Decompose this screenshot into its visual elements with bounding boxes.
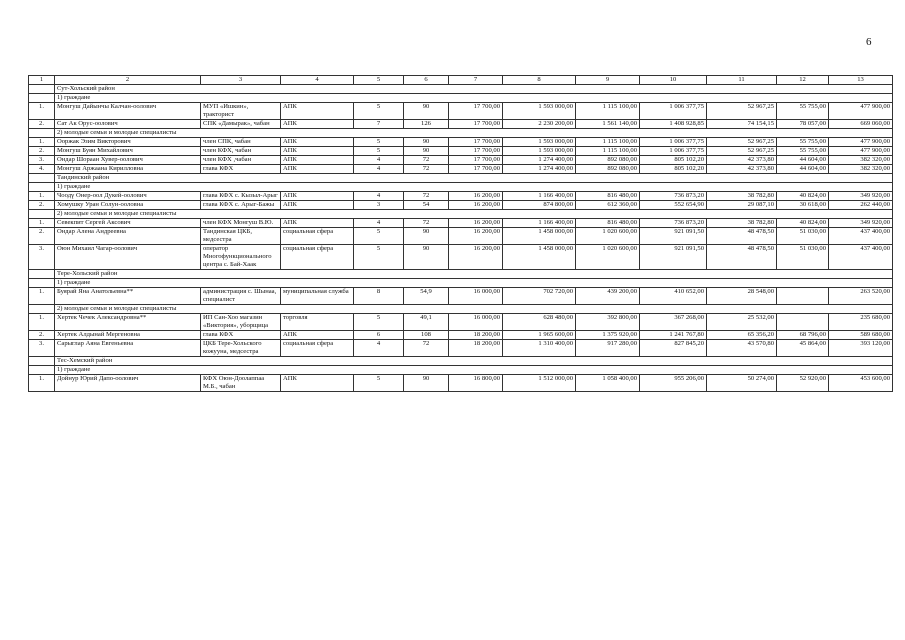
price-per-m2: 16 200,00 <box>449 201 503 210</box>
workplace: СПК «Дамырак», чабан <box>201 120 281 129</box>
subsidy-local: 25 532,00 <box>707 314 777 331</box>
table-row <box>29 288 893 305</box>
area: 90 <box>404 245 449 270</box>
table-row <box>29 340 893 357</box>
sector: торговля <box>281 314 354 331</box>
subsidy-local: 28 548,00 <box>707 288 777 305</box>
region-title: Тес-Хемский район <box>55 357 893 366</box>
family-size: 5 <box>354 245 404 270</box>
column-number: 13 <box>829 76 893 85</box>
full-name: Хертек Чечек Александровна** <box>55 314 201 331</box>
region-title-row <box>29 174 893 183</box>
region-title-row <box>29 270 893 279</box>
region-title: Сут-Хольский район <box>55 85 893 94</box>
full-name: Буярай Яна Анатольевна** <box>55 288 201 305</box>
subsidy-federal: 1 561 140,00 <box>576 120 640 129</box>
family-size: 4 <box>354 156 404 165</box>
workplace: Тандинская ЦКБ, медсестра <box>201 228 281 245</box>
table-row <box>29 120 893 129</box>
area: 72 <box>404 219 449 228</box>
full-name: Севекпит Сергей Аксович <box>55 219 201 228</box>
own-funds: 382 320,00 <box>829 156 893 165</box>
area: 90 <box>404 138 449 147</box>
table-row <box>29 192 893 201</box>
area: 72 <box>404 192 449 201</box>
subsidy-federal: 1 020 600,00 <box>576 245 640 270</box>
area: 72 <box>404 165 449 174</box>
row-number: 3. <box>29 156 55 165</box>
total-cost: 1 166 400,00 <box>503 192 576 201</box>
full-name: Хертек Алдынай Мергеновна <box>55 331 201 340</box>
subsidy-local: 50 274,00 <box>707 375 777 392</box>
column-number: 1 <box>29 76 55 85</box>
category-title: 1) граждане <box>55 366 893 375</box>
family-size: 6 <box>354 331 404 340</box>
family-size: 4 <box>354 219 404 228</box>
area: 90 <box>404 228 449 245</box>
price-per-m2: 17 700,00 <box>449 138 503 147</box>
total-cost: 1 512 000,00 <box>503 375 576 392</box>
own-funds: 349 920,00 <box>829 219 893 228</box>
area: 54,9 <box>404 288 449 305</box>
data-table <box>28 75 893 392</box>
price-per-m2: 17 700,00 <box>449 165 503 174</box>
subsidy-federal: 816 480,00 <box>576 219 640 228</box>
row-number: 2. <box>29 201 55 210</box>
table-row <box>29 156 893 165</box>
price-per-m2: 16 000,00 <box>449 288 503 305</box>
own-funds: 235 680,00 <box>829 314 893 331</box>
area: 49,1 <box>404 314 449 331</box>
row-number: 1. <box>29 138 55 147</box>
full-name: Сарыглар Аяна Евгеньевна <box>55 340 201 357</box>
table-row <box>29 201 893 210</box>
sector: АПК <box>281 120 354 129</box>
own-funds: 263 520,00 <box>829 288 893 305</box>
table-row <box>29 147 893 156</box>
own-funds-extra: 78 057,00 <box>777 120 829 129</box>
subsidy-local: 29 087,10 <box>707 201 777 210</box>
column-number: 5 <box>354 76 404 85</box>
subsidy-federal: 1 115 100,00 <box>576 138 640 147</box>
subsidy-regional: 1 006 377,75 <box>640 147 707 156</box>
workplace: оператор Многофункционального центра с. Бай-Хаак <box>201 245 281 270</box>
total-cost: 1 458 000,00 <box>503 245 576 270</box>
price-per-m2: 16 200,00 <box>449 245 503 270</box>
table-row <box>29 314 893 331</box>
row-number: 1. <box>29 314 55 331</box>
family-size: 4 <box>354 340 404 357</box>
family-size: 4 <box>354 192 404 201</box>
full-name: Монгуш Буян Михайлович <box>55 147 201 156</box>
sector: АПК <box>281 375 354 392</box>
own-funds: 669 060,00 <box>829 120 893 129</box>
full-name: Ондар Шораан Хувер-оолович <box>55 156 201 165</box>
own-funds-extra: 55 755,00 <box>777 147 829 156</box>
own-funds: 589 680,00 <box>829 331 893 340</box>
table-row <box>29 103 893 120</box>
price-per-m2: 17 700,00 <box>449 156 503 165</box>
workplace: глава КФХ с. Кызыл-Арыг <box>201 192 281 201</box>
subsidy-local: 48 478,50 <box>707 245 777 270</box>
table-row <box>29 228 893 245</box>
subsidy-federal: 1 020 600,00 <box>576 228 640 245</box>
total-cost: 1 310 400,00 <box>503 340 576 357</box>
own-funds: 477 900,00 <box>829 138 893 147</box>
sector: социальная сфера <box>281 245 354 270</box>
own-funds: 393 120,00 <box>829 340 893 357</box>
subsidy-regional: 410 652,00 <box>640 288 707 305</box>
workplace: член КФХ, чабан <box>201 147 281 156</box>
area: 72 <box>404 340 449 357</box>
subsidy-regional: 1 006 377,75 <box>640 138 707 147</box>
category-title: 1) граждане <box>55 183 893 192</box>
total-cost: 1 965 600,00 <box>503 331 576 340</box>
subsidy-federal: 1 058 400,00 <box>576 375 640 392</box>
price-per-m2: 18 200,00 <box>449 331 503 340</box>
subsidy-federal: 1 375 920,00 <box>576 331 640 340</box>
subsidy-federal: 892 080,00 <box>576 165 640 174</box>
subsidy-local: 38 782,80 <box>707 192 777 201</box>
subsidy-local: 52 967,25 <box>707 147 777 156</box>
subsidy-regional: 827 845,20 <box>640 340 707 357</box>
subsidy-federal: 1 115 100,00 <box>576 103 640 120</box>
category-title: 1) граждане <box>55 279 893 288</box>
price-per-m2: 16 200,00 <box>449 219 503 228</box>
row-number: 1. <box>29 192 55 201</box>
sector: АПК <box>281 201 354 210</box>
subsidy-regional: 1 241 767,80 <box>640 331 707 340</box>
price-per-m2: 17 700,00 <box>449 103 503 120</box>
own-funds-extra: 44 604,00 <box>777 156 829 165</box>
workplace: глава КФХ с. Арыг-Бажы <box>201 201 281 210</box>
category-title: 1) граждане <box>55 94 893 103</box>
column-number: 8 <box>503 76 576 85</box>
full-name: Монгуш Аржаана Кирилловна <box>55 165 201 174</box>
subsidy-local: 48 478,50 <box>707 228 777 245</box>
column-number: 10 <box>640 76 707 85</box>
subsidy-regional: 921 091,50 <box>640 245 707 270</box>
category-title: 2) молодые семьи и молодые специалисты <box>55 305 893 314</box>
table-row <box>29 245 893 270</box>
row-number: 2. <box>29 147 55 156</box>
subsidy-local: 42 373,80 <box>707 165 777 174</box>
subsidy-federal: 816 480,00 <box>576 192 640 201</box>
own-funds-extra: 51 030,00 <box>777 228 829 245</box>
own-funds-extra: 44 604,00 <box>777 165 829 174</box>
total-cost: 1 593 000,00 <box>503 103 576 120</box>
total-cost: 1 593 000,00 <box>503 138 576 147</box>
own-funds: 262 440,00 <box>829 201 893 210</box>
area: 90 <box>404 103 449 120</box>
area: 90 <box>404 375 449 392</box>
category-title-row <box>29 366 893 375</box>
own-funds-extra <box>777 314 829 331</box>
row-number: 3. <box>29 245 55 270</box>
workplace: член КФХ Монгуш В.Ю. <box>201 219 281 228</box>
row-number: 1. <box>29 103 55 120</box>
family-size: 5 <box>354 314 404 331</box>
subsidy-federal: 439 200,00 <box>576 288 640 305</box>
subsidy-federal: 917 280,00 <box>576 340 640 357</box>
price-per-m2: 18 200,00 <box>449 340 503 357</box>
column-number: 12 <box>777 76 829 85</box>
full-name: Оюн Михаил Чагар-оолович <box>55 245 201 270</box>
total-cost: 1 274 400,00 <box>503 165 576 174</box>
full-name: Чоодү Онер-оол Дукей-оолович <box>55 192 201 201</box>
workplace: член КФХ ,чабан <box>201 156 281 165</box>
workplace: член СПК, чабан <box>201 138 281 147</box>
workplace: ИП Сан-Хоо магазин «Виктория», уборщица <box>201 314 281 331</box>
subsidy-local: 52 967,25 <box>707 138 777 147</box>
area: 72 <box>404 156 449 165</box>
own-funds-extra: 40 824,00 <box>777 192 829 201</box>
region-title: Тандинский район <box>55 174 893 183</box>
row-number: 1. <box>29 375 55 392</box>
price-per-m2: 16 200,00 <box>449 228 503 245</box>
sector: социальная сфера <box>281 340 354 357</box>
column-number: 3 <box>201 76 281 85</box>
table-row <box>29 138 893 147</box>
sector: АПК <box>281 147 354 156</box>
category-title: 2) молодые семьи и молодые специалисты <box>55 129 893 138</box>
table-row <box>29 331 893 340</box>
subsidy-local: 65 356,20 <box>707 331 777 340</box>
row-number: 1. <box>29 288 55 305</box>
subsidy-regional: 805 102,20 <box>640 165 707 174</box>
own-funds: 477 900,00 <box>829 103 893 120</box>
workplace: КФХ Оюн-Доолаппаа М.Б., чабан <box>201 375 281 392</box>
table-row <box>29 219 893 228</box>
sector: АПК <box>281 103 354 120</box>
column-number: 11 <box>707 76 777 85</box>
own-funds-extra: 45 864,00 <box>777 340 829 357</box>
area: 90 <box>404 147 449 156</box>
region-title-row <box>29 85 893 94</box>
subsidy-regional: 736 873,20 <box>640 219 707 228</box>
own-funds-extra: 30 618,00 <box>777 201 829 210</box>
full-name: Дойнур Юрий Дапо-оолович <box>55 375 201 392</box>
total-cost: 1 274 400,00 <box>503 156 576 165</box>
family-size: 5 <box>354 147 404 156</box>
sector: АПК <box>281 331 354 340</box>
column-number: 2 <box>55 76 201 85</box>
total-cost: 874 800,00 <box>503 201 576 210</box>
region-title-row <box>29 357 893 366</box>
total-cost: 628 480,00 <box>503 314 576 331</box>
full-name: Ооржак Эзим Викторович <box>55 138 201 147</box>
own-funds-extra: 40 824,00 <box>777 219 829 228</box>
category-title-row <box>29 94 893 103</box>
subsidy-federal: 392 800,00 <box>576 314 640 331</box>
sector: АПК <box>281 156 354 165</box>
column-number: 7 <box>449 76 503 85</box>
sector: АПК <box>281 219 354 228</box>
row-number: 2. <box>29 331 55 340</box>
workplace: глава КФХ <box>201 331 281 340</box>
category-title-row <box>29 305 893 314</box>
own-funds-extra: 55 755,00 <box>777 138 829 147</box>
own-funds: 453 600,00 <box>829 375 893 392</box>
subsidy-local: 38 782,80 <box>707 219 777 228</box>
own-funds-extra: 55 755,00 <box>777 103 829 120</box>
own-funds: 437 400,00 <box>829 228 893 245</box>
region-title: Тере-Хольский район <box>55 270 893 279</box>
subsidy-regional: 736 873,20 <box>640 192 707 201</box>
family-size: 7 <box>354 120 404 129</box>
column-number: 9 <box>576 76 640 85</box>
total-cost: 702 720,00 <box>503 288 576 305</box>
total-cost: 1 458 000,00 <box>503 228 576 245</box>
column-number: 6 <box>404 76 449 85</box>
category-title-row <box>29 279 893 288</box>
own-funds-extra <box>777 288 829 305</box>
full-name: Ондар Алена Андреевна <box>55 228 201 245</box>
price-per-m2: 17 700,00 <box>449 120 503 129</box>
own-funds: 382 320,00 <box>829 165 893 174</box>
table-row <box>29 375 893 392</box>
subsidy-regional: 1 006 377,75 <box>640 103 707 120</box>
sector: социальная сфера <box>281 228 354 245</box>
subsidy-regional: 367 268,00 <box>640 314 707 331</box>
price-per-m2: 17 700,00 <box>449 147 503 156</box>
workplace: администрация с. Шынаа, специалист <box>201 288 281 305</box>
workplace: МУП «Ишкин», тракторист <box>201 103 281 120</box>
own-funds-extra: 51 030,00 <box>777 245 829 270</box>
category-title: 2) молодые семьи и молодые специалисты <box>55 210 893 219</box>
family-size: 5 <box>354 103 404 120</box>
family-size: 5 <box>354 228 404 245</box>
family-size: 4 <box>354 165 404 174</box>
row-number: 1. <box>29 219 55 228</box>
price-per-m2: 16 000,00 <box>449 314 503 331</box>
workplace: глава КФХ <box>201 165 281 174</box>
own-funds: 349 920,00 <box>829 192 893 201</box>
subsidy-regional: 805 102,20 <box>640 156 707 165</box>
own-funds: 477 900,00 <box>829 147 893 156</box>
subsidy-local: 74 154,15 <box>707 120 777 129</box>
family-size: 5 <box>354 138 404 147</box>
full-name: Монгуш Дайынчы Калчан-оолович <box>55 103 201 120</box>
sector: АПК <box>281 138 354 147</box>
own-funds: 437 400,00 <box>829 245 893 270</box>
page-number: 6 <box>866 36 872 48</box>
workplace: ЦКБ Тере-Хольского кожууна, медсестра <box>201 340 281 357</box>
subsidy-federal: 892 080,00 <box>576 156 640 165</box>
area: 108 <box>404 331 449 340</box>
family-size: 5 <box>354 375 404 392</box>
price-per-m2: 16 800,00 <box>449 375 503 392</box>
column-number: 4 <box>281 76 354 85</box>
category-title-row <box>29 129 893 138</box>
column-number-row <box>29 76 893 85</box>
row-number: 4. <box>29 165 55 174</box>
area: 126 <box>404 120 449 129</box>
family-size: 3 <box>354 201 404 210</box>
sector: АПК <box>281 165 354 174</box>
subsidy-regional: 552 654,90 <box>640 201 707 210</box>
full-name: Хомушку Уран Солун-ооловна <box>55 201 201 210</box>
subsidy-federal: 612 360,00 <box>576 201 640 210</box>
subsidy-regional: 921 091,50 <box>640 228 707 245</box>
table-row <box>29 165 893 174</box>
own-funds-extra: 52 920,00 <box>777 375 829 392</box>
family-size: 8 <box>354 288 404 305</box>
price-per-m2: 16 200,00 <box>449 192 503 201</box>
total-cost: 1 166 400,00 <box>503 219 576 228</box>
total-cost: 2 230 200,00 <box>503 120 576 129</box>
sector: АПК <box>281 192 354 201</box>
subsidy-federal: 1 115 100,00 <box>576 147 640 156</box>
area: 54 <box>404 201 449 210</box>
sector: муниципальная служба <box>281 288 354 305</box>
subsidy-local: 43 570,80 <box>707 340 777 357</box>
row-number: 3. <box>29 340 55 357</box>
full-name: Сат Ак Орус-оолович <box>55 120 201 129</box>
total-cost: 1 593 000,00 <box>503 147 576 156</box>
own-funds-extra: 68 796,00 <box>777 331 829 340</box>
row-number: 2. <box>29 120 55 129</box>
subsidy-local: 52 967,25 <box>707 103 777 120</box>
category-title-row <box>29 183 893 192</box>
subsidy-regional: 1 408 928,85 <box>640 120 707 129</box>
subsidy-regional: 955 206,00 <box>640 375 707 392</box>
row-number: 2. <box>29 228 55 245</box>
category-title-row <box>29 210 893 219</box>
subsidy-local: 42 373,80 <box>707 156 777 165</box>
